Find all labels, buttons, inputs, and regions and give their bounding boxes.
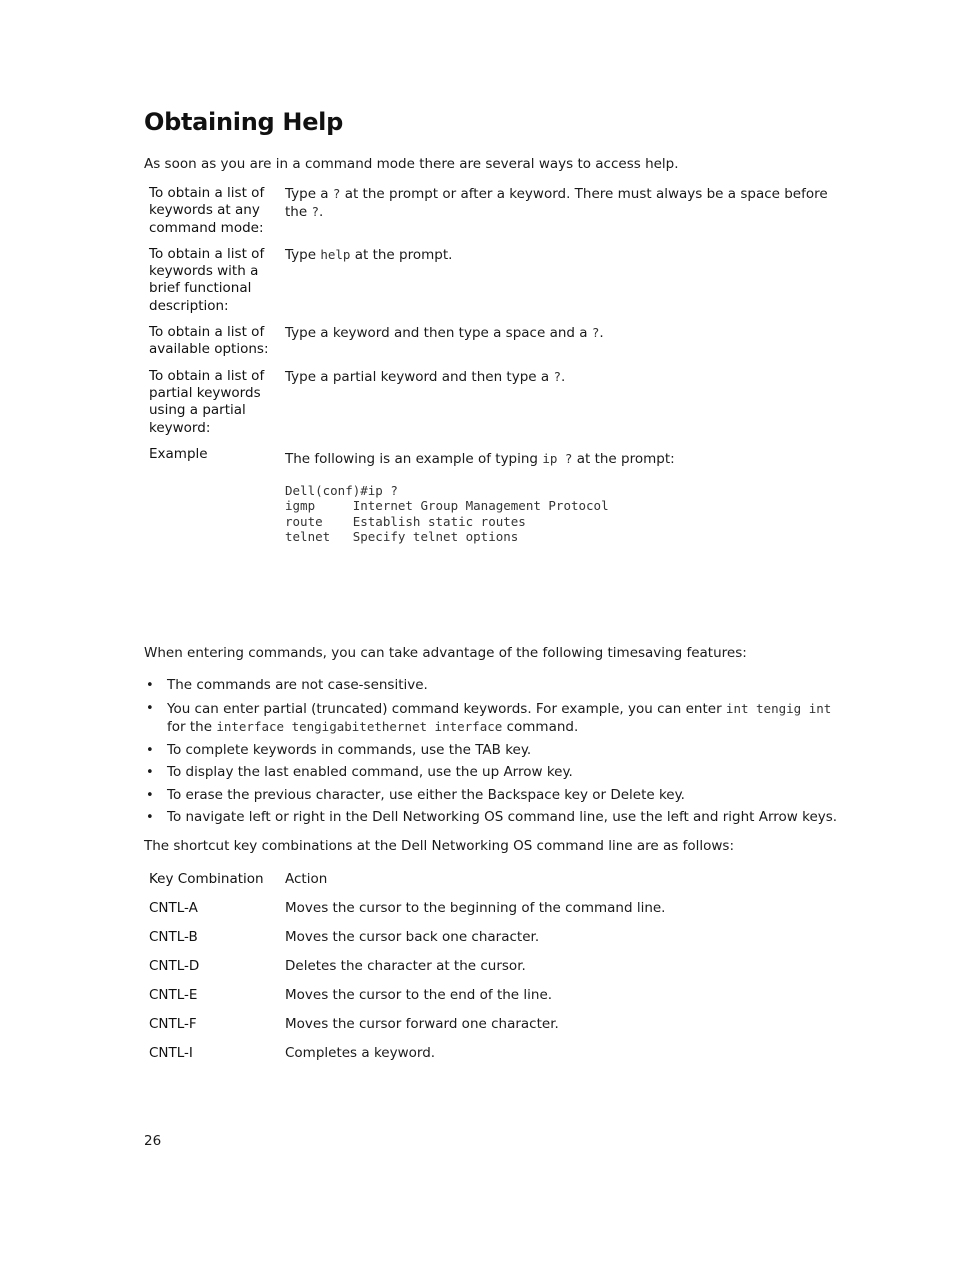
help-term: To obtain a list of available options: bbox=[149, 324, 269, 358]
example-lead bbox=[285, 450, 833, 468]
list-item: • To erase the previous character, use either the Backspace key or Delete key. bbox=[144, 787, 844, 805]
desc-text: Type a keyword and then type a space and a bbox=[285, 325, 592, 342]
inline-code: ? bbox=[553, 368, 561, 384]
list-text: command. bbox=[502, 719, 579, 735]
table-row bbox=[149, 1044, 839, 1073]
key-combination: CNTL-E bbox=[149, 987, 198, 1003]
key-combination: CNTL-A bbox=[149, 900, 198, 916]
inline-code: int tengig int bbox=[725, 700, 832, 716]
help-row-functional-description bbox=[149, 246, 839, 315]
desc-text: Type a partial keyword and then type a bbox=[285, 368, 554, 385]
help-term: Example bbox=[149, 445, 208, 462]
table-row bbox=[149, 928, 839, 957]
key-action: Completes a keyword. bbox=[285, 1045, 436, 1061]
help-methods-table bbox=[149, 185, 839, 554]
list-item: • To display the last enabled command, use the up Arrow key. bbox=[144, 764, 844, 782]
intro-paragraph: As soon as you are in a command mode there are several ways to access help. bbox=[144, 156, 679, 172]
key-combination: CNTL-B bbox=[149, 929, 198, 945]
desc-text: The following is an example of typing bbox=[285, 450, 543, 467]
list-text: for the bbox=[167, 719, 217, 735]
key-combination: CNTL-I bbox=[149, 1045, 193, 1061]
inline-code: ip ? bbox=[542, 450, 573, 466]
key-action: Moves the cursor back one character. bbox=[285, 929, 540, 945]
help-row-available-options bbox=[149, 324, 839, 359]
help-description bbox=[285, 185, 833, 237]
desc-text: Type a bbox=[285, 186, 333, 202]
key-action: Moves the cursor to the beginning of the command line. bbox=[285, 900, 666, 916]
desc-text: . bbox=[318, 204, 324, 220]
table-row bbox=[149, 899, 839, 928]
list-item bbox=[144, 700, 844, 737]
table-row bbox=[149, 1015, 839, 1044]
key-combination: CNTL-D bbox=[149, 958, 200, 974]
key-combination: CNTL-F bbox=[149, 1016, 197, 1032]
feature-list bbox=[144, 677, 844, 832]
inline-code: ? bbox=[311, 204, 319, 219]
desc-text: Type bbox=[285, 246, 321, 263]
page-title: Obtaining Help bbox=[144, 108, 343, 136]
list-item: • To navigate left or right in the Dell Networking OS command line, use the left and right Arrow keys. bbox=[144, 809, 844, 827]
shortcut-key-table bbox=[149, 870, 839, 1073]
help-description bbox=[285, 446, 833, 545]
timesaving-intro: When entering commands, you can take advantage of the following timesaving features: bbox=[144, 645, 747, 661]
help-row-example bbox=[149, 446, 839, 545]
list-item: • The commands are not case-sensitive. bbox=[144, 677, 844, 695]
help-term: To obtain a list of keywords at any command mode: bbox=[149, 185, 265, 236]
desc-text: at the prompt: bbox=[572, 450, 675, 467]
inline-code: interface tengigabitethernet interface bbox=[216, 719, 503, 734]
inline-code: ? bbox=[332, 186, 341, 201]
help-row-partial-keywords bbox=[149, 368, 839, 437]
help-term: To obtain a list of keywords with a brief functional description: bbox=[149, 245, 265, 314]
list-text: You can enter partial (truncated) command keywords. For example, you can enter bbox=[167, 700, 726, 717]
help-description bbox=[285, 246, 833, 315]
column-header-action: Action bbox=[285, 871, 328, 887]
desc-text: . bbox=[560, 368, 566, 385]
help-term: To obtain a list of partial keywords using a partial keyword: bbox=[149, 367, 265, 436]
help-row-keywords bbox=[149, 185, 839, 237]
help-description bbox=[285, 324, 833, 359]
page-number: 26 bbox=[144, 1133, 162, 1149]
help-description bbox=[285, 368, 833, 437]
code-example: Dell(conf)#ip ? igmp Internet Group Management Protocol route Establish static routes telnet Specify telnet options bbox=[285, 482, 609, 545]
desc-text: at the prompt. bbox=[350, 246, 453, 263]
desc-text: . bbox=[599, 325, 604, 342]
column-header-key: Key Combination bbox=[149, 871, 264, 887]
shortcut-intro: The shortcut key combinations at the Dell Networking OS command line are as follows: bbox=[144, 838, 735, 854]
inline-code: ? bbox=[591, 325, 600, 341]
table-row bbox=[149, 957, 839, 986]
key-action: Moves the cursor forward one character. bbox=[285, 1016, 559, 1032]
key-action: Moves the cursor to the end of the line. bbox=[285, 987, 553, 1003]
table-row bbox=[149, 986, 839, 1015]
list-item: • To complete keywords in commands, use the TAB key. bbox=[144, 742, 844, 760]
desc-text: at the prompt or after a keyword. There must always be a space before the bbox=[285, 186, 828, 220]
table-header-row bbox=[149, 870, 839, 899]
key-action: Deletes the character at the cursor. bbox=[285, 958, 526, 974]
inline-code: help bbox=[320, 246, 351, 262]
